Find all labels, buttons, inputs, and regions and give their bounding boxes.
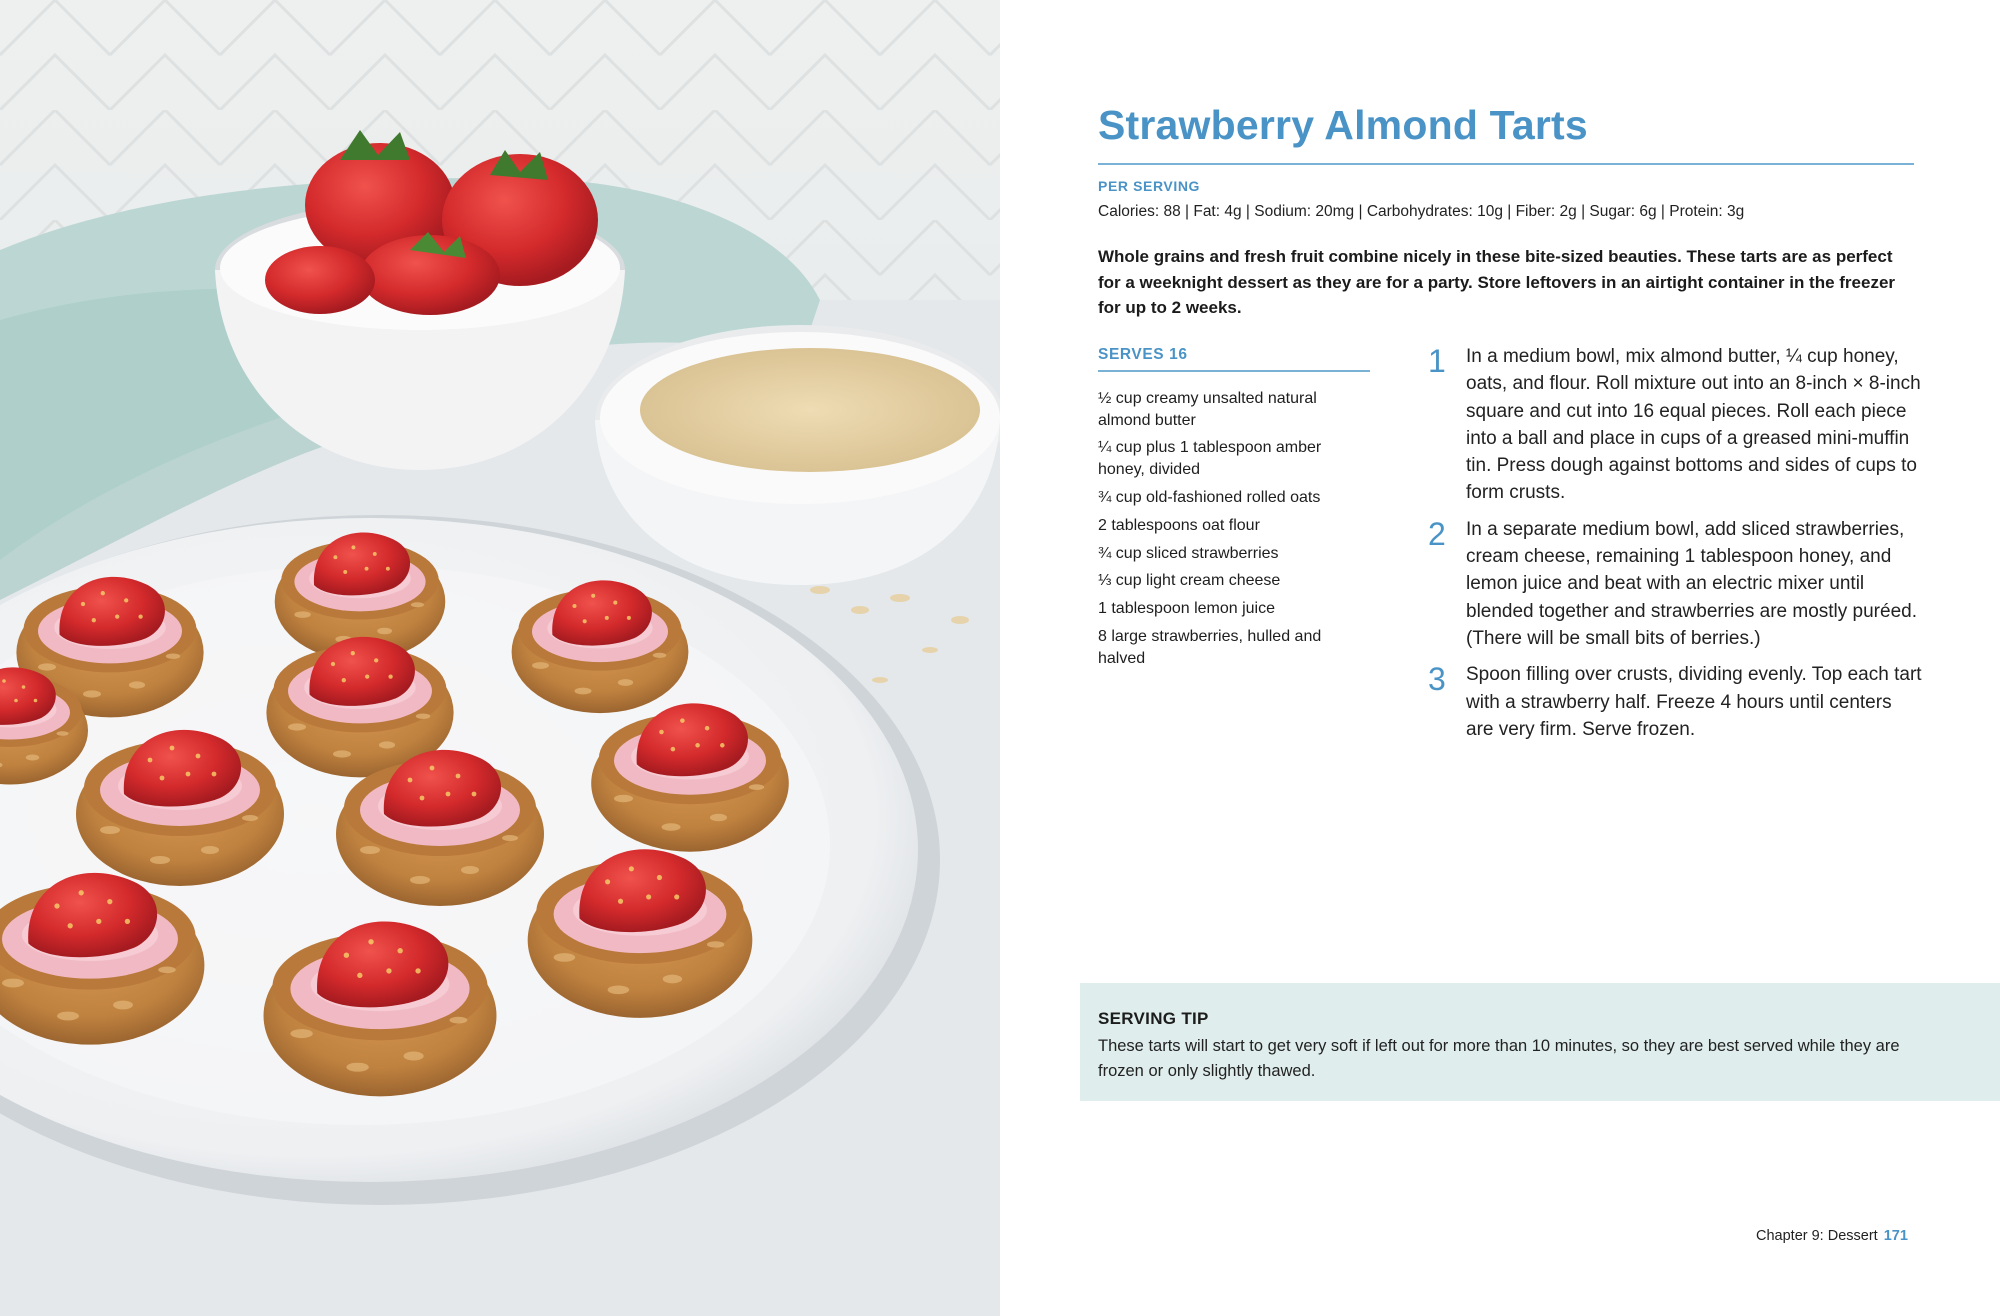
recipe-title: Strawberry Almond Tarts [1098, 102, 1588, 148]
ingredient-item: 1 tablespoon lemon juice [1098, 600, 1276, 618]
step-text: In a medium bowl, mix almond butter, ¼ cup honey, oats, and flour. Roll mixture out into an 8-inch × 8-inch square and cut into 16 equal pieces. Roll each piece into a ball and place in cups of a greased mini-muffin tin. Press dough against bottoms and sides of cups to form crusts. [1466, 346, 1921, 504]
nutrition-facts: Calories: 88 | Fat: 4g | Sodium: 20mg | Carbohydrates: 10g | Fiber: 2g | Sugar: 6g | Protein: 3g [1098, 203, 1745, 220]
ingredient-item: ¾ cup sliced strawberries [1098, 544, 1279, 562]
serving-tip-box [1080, 983, 2000, 1101]
step-list [1424, 343, 1924, 752]
ingredient-item: ¼ cup plus 1 tablespoon amber honey, divided [1098, 439, 1322, 478]
step-number: 2 [1428, 515, 1446, 552]
page-footer [1756, 1228, 1908, 1244]
serves-divider [1098, 370, 1370, 372]
ingredient-list [1098, 388, 1368, 676]
step-item [1424, 516, 1924, 652]
step-item [1424, 661, 1924, 743]
chapter-label: Chapter 9: Dessert [1756, 1228, 1878, 1244]
title-divider [1098, 163, 1914, 165]
recipe-page [1000, 0, 2000, 1316]
ingredient-item: 8 large strawberries, hulled and halved [1098, 628, 1322, 667]
recipe-intro: Whole grains and fresh fruit combine nicely in these bite-sized beauties. These tarts are as perfect for a weeknight dessert as they are for a party. Store leftovers in an airtight container in the freezer for up to 2 weeks. [1098, 247, 1896, 317]
per-serving-label: PER SERVING [1098, 178, 1201, 194]
ingredient-item: ⅓ cup light cream cheese [1098, 572, 1281, 590]
step-number: 3 [1428, 661, 1446, 698]
page-number: 171 [1883, 1228, 1908, 1244]
serving-tip-text: These tarts will start to get very soft if left out for more than 10 minutes, so they are best served while they are frozen or only slightly thawed. [1098, 1037, 1900, 1080]
ingredient-item: ¾ cup old-fashioned rolled oats [1098, 488, 1321, 506]
step-number: 1 [1428, 343, 1446, 379]
step-item [1424, 343, 1924, 507]
ingredient-item: ½ cup creamy unsalted natural almond butter [1098, 390, 1317, 429]
serving-tip-heading: SERVING TIP [1098, 1009, 1209, 1028]
serves-label: SERVES 16 [1098, 346, 1188, 363]
step-text: In a separate medium bowl, add sliced strawberries, cream cheese, remaining 1 tablespoon honey, and lemon juice and beat with an electric mixer until blended together and strawberries are mostly puréed. (There will be small bits of berries.) [1466, 518, 1917, 649]
ingredient-item: 2 tablespoons oat flour [1098, 516, 1260, 534]
step-text: Spoon filling over crusts, dividing evenly. Top each tart with a strawberry half. Freeze 4 hours until centers are very firm. Serve frozen. [1466, 664, 1922, 740]
